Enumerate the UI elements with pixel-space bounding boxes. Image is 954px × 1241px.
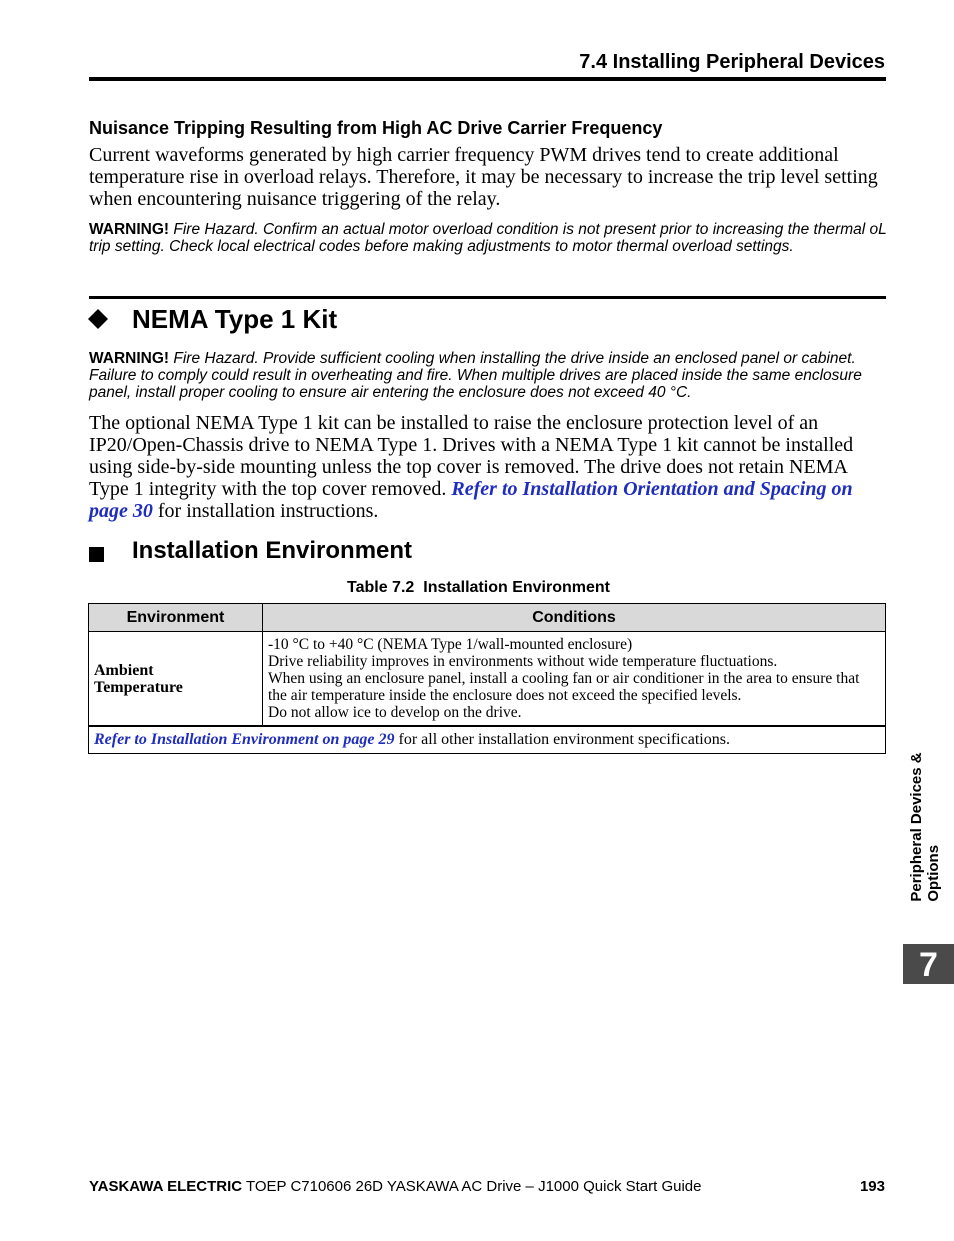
installation-environment-heading: Installation Environment (132, 537, 413, 564)
side-label-line: Options (925, 844, 942, 902)
section-title: 7.4 Installing Peripheral Devices (579, 51, 885, 73)
chapter-number-tab: 7 (903, 944, 954, 984)
page-number: 193 (859, 1178, 885, 1195)
warning-label: WARNING! (89, 221, 170, 238)
fire-hazard-warning (89, 221, 889, 255)
table-note-text: for all other installation environment specifications. (394, 731, 730, 748)
conditions-cell (263, 632, 886, 727)
condition-line: -10 °C to +40 °C (NEMA Type 1/wall-mounted enclosure) (268, 636, 633, 653)
square-bullet-icon (89, 547, 104, 562)
header-rule (89, 77, 886, 81)
warning-text: Fire Hazard. Provide sufficient cooling when installing the drive inside an enclosed panel or cabinet. Failure to comply could result in overheating and fire. When multiple drives are placed inside the same enclosure panel, install proper cooling to ensure air entering the enclosure does not exceed 40 °C. (89, 350, 862, 401)
footer-document-info (89, 1178, 701, 1195)
table-note-row (89, 726, 886, 754)
condition-line: When using an enclosure panel, install a cooling fan or air conditioner in the area to ensure that the air temperature inside the enclosure does not exceed the specified levels. (268, 670, 860, 704)
nema-body-text-end: for installation instructions. (152, 500, 379, 522)
side-label-line: Peripheral Devices & (908, 752, 925, 902)
warning-label: WARNING! (89, 350, 170, 367)
installation-orientation-link[interactable]: Refer to Installation Orientation and Spacing on page 30 (89, 478, 853, 522)
chapter-side-label (905, 737, 945, 917)
warning-text: Fire Hazard. Confirm an actual motor overload condition is not present prior to increasing the thermal oL trip setting. Check local electrical codes before making adjustments to motor thermal overload settings. (89, 221, 887, 255)
column-header-environment: Environment (89, 604, 263, 632)
chapter-side-label-text (908, 752, 942, 901)
section-rule (89, 296, 886, 299)
table-caption-number: Table 7.2 (347, 579, 415, 596)
environment-label-line: Ambient (94, 661, 154, 679)
condition-line: Drive reliability improves in environments without wide temperature fluctuations. (268, 653, 778, 670)
column-header-conditions: Conditions (263, 604, 886, 632)
nuisance-paragraph: Current waveforms generated by high carrier frequency PWM drives tend to create additional temperature rise in overload relays. Therefore, it may be necessary to increase the trip level setting when encountering nuisance triggering of the relay. (89, 144, 878, 210)
table-row (89, 632, 886, 727)
table-caption (347, 579, 610, 597)
installation-environment-link[interactable]: Refer to Installation Environment on page 29 (94, 731, 395, 748)
footer-document: TOEP C710606 26D YASKAWA AC Drive – J1000 Quick Start Guide (242, 1178, 702, 1195)
nema-kit-title: NEMA Type 1 Kit (132, 304, 338, 334)
footer-company: YASKAWA ELECTRIC (89, 1178, 243, 1195)
table-note-cell (89, 726, 886, 754)
condition-line: Do not allow ice to develop on the drive. (268, 704, 522, 721)
diamond-bullet-icon (88, 309, 108, 329)
environment-label-line: Temperature (94, 678, 183, 696)
nuisance-heading: Nuisance Tripping Resulting from High AC Drive Carrier Frequency (89, 118, 663, 138)
nema-body-text: The optional NEMA Type 1 kit can be installed to raise the enclosure protection level of an IP20/Open-Chassis drive to NEMA Type 1. Drives with a NEMA Type 1 kit cannot be installed using side-by-side mounting unless the top cover is removed. The drive does not retain NEMA Type 1 integrity with the top cover removed. (89, 412, 854, 500)
table-header-row (89, 604, 886, 632)
cooling-warning (89, 350, 889, 401)
nema-kit-paragraph (89, 412, 889, 522)
table-caption-title: Installation Environment (423, 579, 610, 596)
environment-cell (89, 632, 263, 727)
installation-environment-table (88, 603, 886, 754)
